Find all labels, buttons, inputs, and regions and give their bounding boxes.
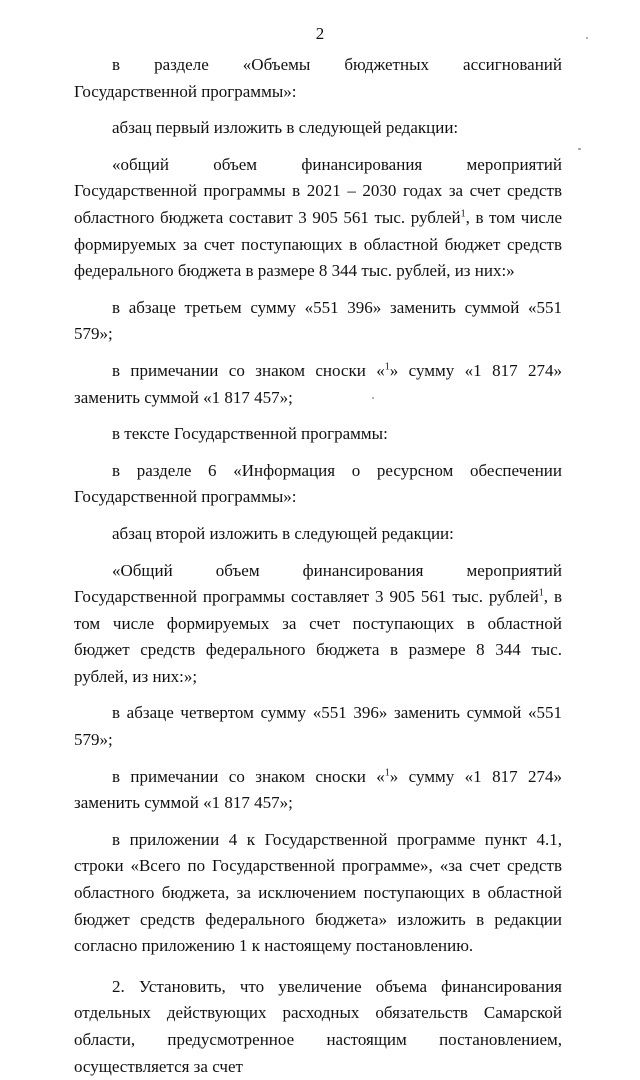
paragraph — [74, 295, 562, 348]
paragraph-text: » сумму «1 817 274» заменить суммой «1 817 457»; — [74, 360, 562, 407]
paragraph — [74, 358, 562, 411]
paragraph-text: абзац второй изложить в следующей редакции: — [112, 523, 454, 543]
paragraph-text: , в том числе формируемых за счет поступающих в областной бюджет средств федерального бюджета в размере 8 344 тыс. рублей, из них:» — [74, 207, 563, 281]
paragraph — [74, 421, 562, 448]
paragraph-text: абзац первый изложить в следующей редакции: — [112, 118, 459, 138]
paragraph — [74, 700, 562, 753]
paragraph — [74, 974, 562, 1080]
paragraph — [74, 827, 562, 960]
paragraph — [74, 458, 562, 511]
paragraph — [74, 52, 562, 105]
paragraph-text: в приложении 4 к Государственной программе пункт 4.1, строки «Всего по Государственной программе», «за счет средств областного бюджета, за исключением поступающих в областной бюджет средств федерального бюджета» изложить в редакции согласно приложению 1 к настоящему постановлению. — [74, 829, 562, 956]
paragraph-text: «общий объем финансирования мероприятий Государственной программы в 2021 – 2030 годах за счет средств областного бюджета составит 3 905 561 тыс. рублей — [74, 154, 562, 227]
paragraph-text: в разделе «Объемы бюджетных ассигнований Государственной программы»: — [74, 55, 562, 101]
paragraph-text: , в том числе формируемых за счет поступающих в областной бюджет средств федерального бюджета в размере 8 344 тыс. рублей, из них:»; — [74, 587, 562, 686]
document-body — [74, 52, 562, 1080]
scan-speck — [578, 148, 581, 150]
paragraph-text: в примечании со знаком сноски « — [112, 766, 385, 786]
page-number: 2 — [315, 24, 325, 43]
paragraph — [74, 764, 562, 817]
paragraph-text: в разделе 6 «Информация о ресурсном обеспечении Государственной программы»: — [74, 460, 562, 507]
paragraph-text: в абзаце третьем сумму «551 396» заменить суммой «551 579»; — [74, 297, 562, 344]
paragraph-text: » сумму «1 817 274» заменить суммой «1 817 457»; — [74, 766, 562, 813]
footnote-mark: 1 — [460, 208, 466, 220]
paragraph — [74, 115, 562, 142]
paragraph — [74, 558, 562, 691]
footnote-mark: 1 — [538, 587, 544, 599]
paragraph-text: 2. Установить, что увеличение объема финансирования отдельных действующих расходных обязательств Самарской области, предусмотренное настоящим постановлением, осуществляется за счет — [74, 976, 562, 1076]
paragraph — [74, 152, 562, 285]
footnote-mark: 1 — [384, 361, 390, 373]
paragraph-text: в тексте Государственной программы: — [112, 424, 388, 444]
paragraph-text: в абзаце четвертом сумму «551 396» заменить суммой «551 579»; — [74, 703, 562, 750]
paragraph-text: в примечании со знаком сноски « — [112, 360, 385, 380]
paragraph-text: «Общий объем финансирования мероприятий Государственной программы составляет 3 905 561 тыс. рублей — [74, 560, 562, 607]
paragraph — [74, 521, 562, 548]
footnote-mark: 1 — [384, 767, 390, 778]
